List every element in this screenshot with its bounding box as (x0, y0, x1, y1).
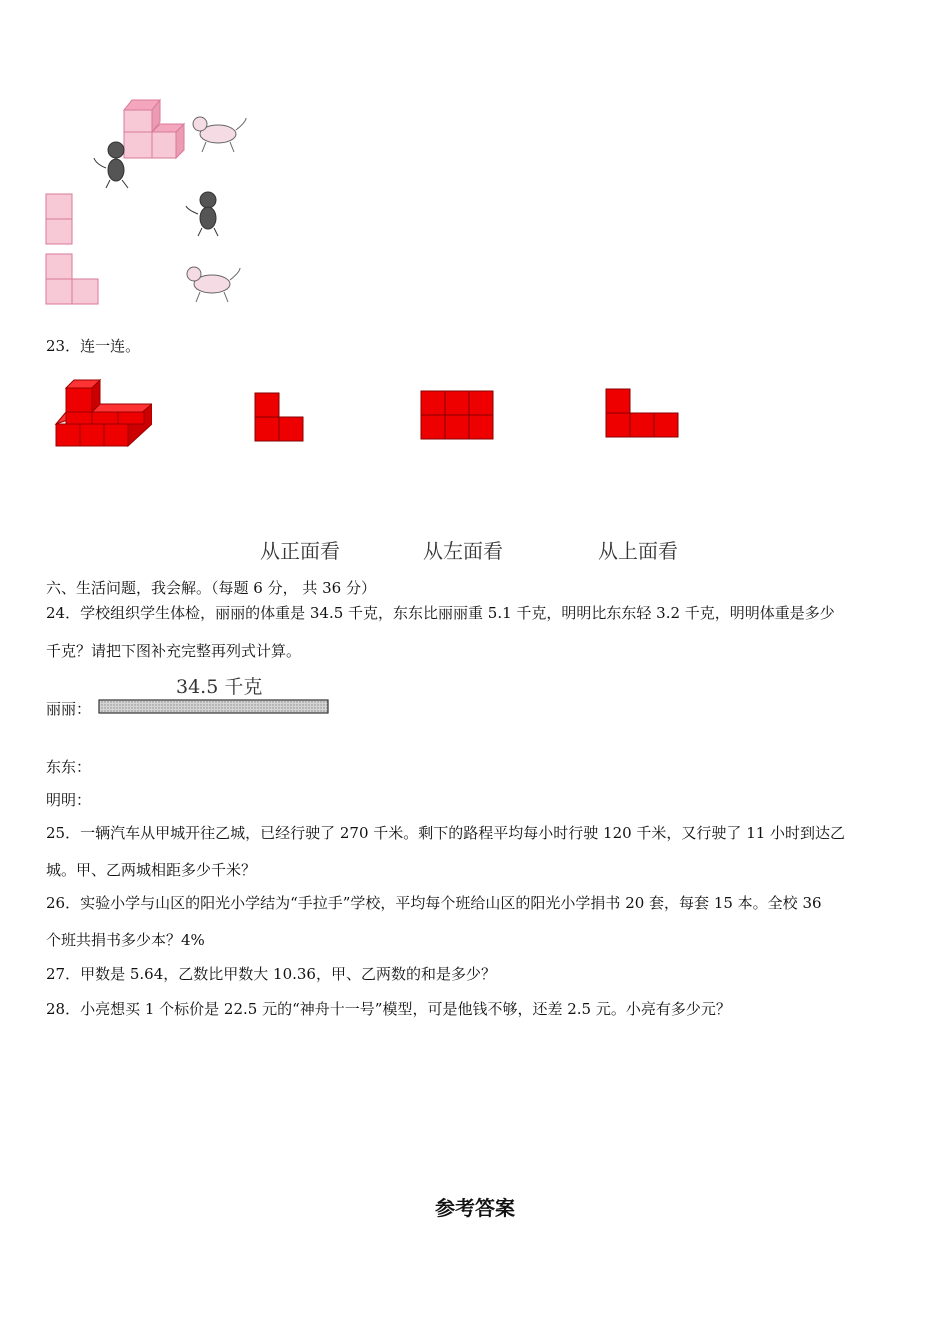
red-cube-stack (52, 376, 152, 450)
caption-front-view: 从正面看 (260, 539, 340, 563)
red-view-rectangle (420, 390, 494, 442)
monkey-icon (186, 192, 218, 236)
dog-icon (193, 117, 246, 152)
row-dongdong-label: 东东： (46, 758, 92, 776)
red-view-long-l (605, 388, 681, 440)
row-lili-label: 丽丽： (46, 700, 92, 718)
red-view-small-l (254, 392, 306, 444)
dog-icon (187, 267, 240, 302)
answers-title: 参考答案 (435, 1196, 515, 1220)
view-vertical-two-squares (46, 194, 72, 244)
q25-line-1: 25．一辆汽车从甲城开往乙城，已经行驶了 270 千米。剩下的路程平均每小时行驶 120 千米，又行驶了 11 小时到达乙 (46, 824, 846, 842)
row-mingming-label: 明明： (46, 791, 92, 809)
caption-top-view: 从上面看 (598, 539, 678, 563)
lili-weight-bar (98, 698, 330, 716)
q26-line-1: 26．实验小学与山区的阳光小学结为“手拉手”学校，平均每个班给山区的阳光小学捐书 20 套，每套 15 本。全校 36 (46, 894, 822, 912)
q24-line-1: 24．学校组织学生体检，丽丽的体重是 34.5 千克，东东比丽丽重 5.1 千克，明明比东东轻 3.2 千克，明明体重是多少 (46, 604, 835, 622)
monkey-icon (94, 142, 128, 188)
q26-line-2: 个班共捐书多少本？4% (46, 931, 205, 949)
pink-cube-stack (124, 100, 184, 158)
q22-figure-area (40, 92, 260, 312)
q25-line-2: 城。甲、乙两城相距多少千米？ (46, 861, 257, 879)
q27-line-1: 27．甲数是 5.64，乙数比甲数大 10.36，甲、乙两数的和是多少？ (46, 965, 496, 983)
q28-line-1: 28．小亮想买 1 个标价是 22.5 元的“神舟十一号”模型，可是他钱不够，还差 2.5 元。小亮有多少元？ (46, 1000, 731, 1018)
q23-label: 23．连一连。 (46, 337, 141, 355)
view-l-shape (46, 254, 98, 304)
section-6-heading: 六、生活问题，我会解。（每题 6 分， 共 36 分） (46, 579, 376, 597)
q24-line-2: 千克？请把下图补充完整再列式计算。 (46, 642, 302, 660)
caption-left-view: 从左面看 (423, 539, 503, 563)
bar-value-label: 34.5 千克 (176, 676, 263, 698)
